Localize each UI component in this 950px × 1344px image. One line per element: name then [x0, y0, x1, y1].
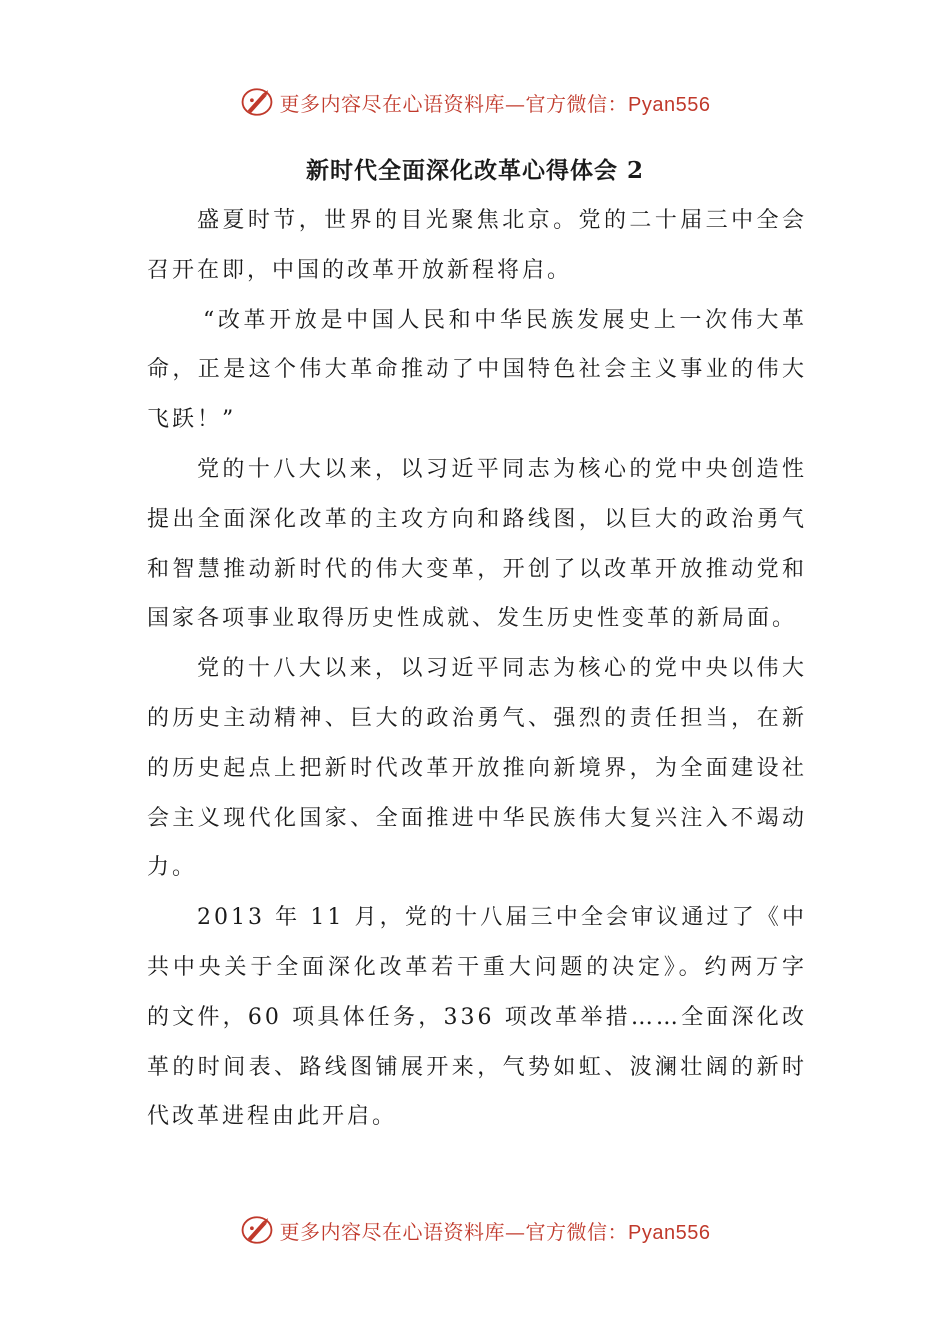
banner-wechat-label: 官方微信：: [525, 91, 629, 116]
paragraph-4: 党的十八大以来，以习近平同志为核心的党中央以伟大的历史主动精神、巨大的政治勇气、强烈的责任担当，在新的历史起点上把新时代改革开放推向新境界，为全面建设社会主义现代化国家、全面推进中华民族伟大复兴注入不竭动力。: [147, 656, 807, 881]
banner-text: [280, 1216, 711, 1245]
banner-text: [280, 88, 711, 117]
banner-wechat-handle: Pyan556: [628, 1221, 711, 1244]
paragraph-2-quote: “改革开放是中国人民和中华民族发展史上一次伟大革命，正是这个伟大革命推动了中国特色社会主义事业的伟大飞跃！”: [147, 307, 807, 433]
paragraph-5: 2013 年 11 月，党的十八届三中全会审议通过了《中共中央关于全面深化改革若干重大问题的决定》。约两万字的文件，60 项具体任务，336 项改革举措……全面深化改革的时间表、路线图铺展开来，气势如虹、波澜壮阔的新时代改革进程由此开启。: [147, 905, 807, 1130]
banner-wechat-label: 官方微信：: [525, 1219, 629, 1244]
pen-nib-logo-icon: [240, 1213, 274, 1247]
header-banner: [0, 80, 950, 124]
banner-wechat-handle: Pyan556: [628, 93, 711, 116]
document-body: [147, 196, 807, 1142]
footer-banner: [0, 1208, 950, 1252]
banner-site-text: 更多内容尽在心语资料库: [279, 91, 506, 116]
document-title: 新时代全面深化改革心得体会 2: [305, 157, 644, 184]
banner-site-text: 更多内容尽在心语资料库: [279, 1219, 506, 1244]
pen-nib-logo-icon: [240, 85, 274, 119]
banner-dash: —: [505, 1219, 526, 1244]
paragraph-3: 党的十八大以来，以习近平同志为核心的党中央创造性提出全面深化改革的主攻方向和路线图，以巨大的政治勇气和智慧推动新时代的伟大变革，开创了以改革开放推动党和国家各项事业取得历史性成就、发生历史性变革的新局面。: [147, 456, 807, 632]
paragraph-1: 盛夏时节，世界的目光聚焦北京。党的二十届三中全会召开在即，中国的改革开放新程将启。: [147, 208, 807, 283]
banner-dash: —: [505, 91, 526, 116]
